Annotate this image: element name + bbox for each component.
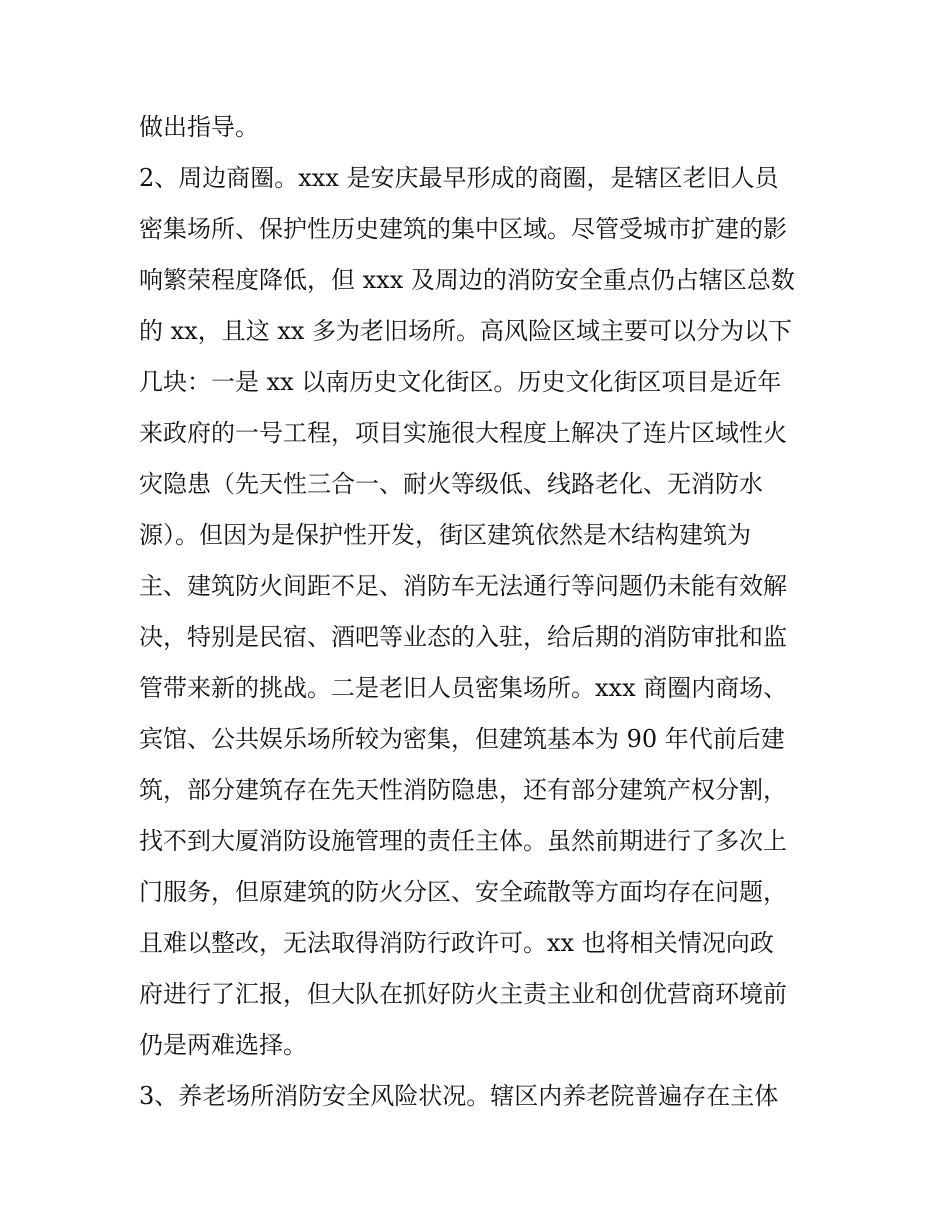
text-line: 灾隐患（先天性三合一、耐火等级低、线路老化、无消防水 <box>139 470 763 498</box>
text-line: 来政府的一号工程，项目实施很大程度上解决了连片区域性火 <box>139 419 787 447</box>
text-line: 主、建筑防火间距不足、消防车无法通行等问题仍未能有效解 <box>139 572 787 600</box>
text-line: 仍是两难选择。 <box>139 1031 307 1059</box>
text-line: 做出指导。 <box>139 113 259 141</box>
text-line: 3、养老场所消防安全风险状况。辖区内养老院普遍存在主体 <box>139 1082 779 1110</box>
text-line: 且难以整改，无法取得消防行政许可。xx 也将相关情况向政 <box>139 929 774 957</box>
text-line: 找不到大厦消防设施管理的责任主体。虽然前期进行了多次上 <box>139 827 787 855</box>
text-line: 响繁荣程度降低，但 xxx 及周边的消防安全重点仍占辖区总数 <box>139 266 795 294</box>
text-line: 府进行了汇报，但大队在抓好防火主责主业和创优营商环境前 <box>139 980 787 1008</box>
text-line: 几块：一是 xx 以南历史文化街区。历史文化街区项目是近年 <box>139 368 782 396</box>
text-line: 密集场所、保护性历史建筑的集中区域。尽管受城市扩建的影 <box>139 215 787 243</box>
text-line: 门服务，但原建筑的防火分区、安全疏散等方面均存在问题， <box>139 878 787 906</box>
text-line: 筑，部分建筑存在先天性消防隐患，还有部分建筑产权分割， <box>139 776 787 804</box>
text-line: 决，特别是民宿、酒吧等业态的入驻，给后期的消防审批和监 <box>139 623 787 651</box>
text-line: 宾馆、公共娱乐场所较为密集，但建筑基本为 90 年代前后建 <box>139 725 785 753</box>
text-line: 2、周边商圈。xxx 是安庆最早形成的商圈，是辖区老旧人员 <box>139 164 779 192</box>
text-line: 的 xx，且这 xx 多为老旧场所。高风险区域主要可以分为以下 <box>139 317 793 345</box>
text-line: 管带来新的挑战。二是老旧人员密集场所。xxx 商圈内商场、 <box>139 674 788 702</box>
text-line: 源）。但因为是保护性开发，街区建筑依然是木结构建筑为 <box>139 521 751 549</box>
